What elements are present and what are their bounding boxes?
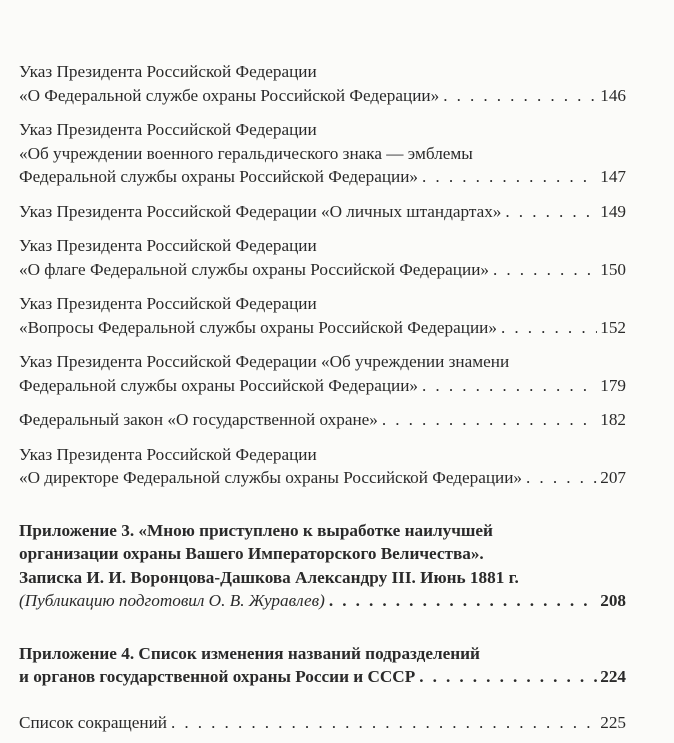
appendix-title: и органов государственной охраны России и СССР: [19, 667, 416, 686]
dot-leader: [505, 200, 597, 224]
toc-entry[interactable]: [19, 200, 626, 224]
dot-leader: [422, 374, 597, 398]
appendix-title-line: Приложение 3. «Мною приступлено к выработке наилучшей: [19, 520, 493, 540]
toc-entry-line: Указ Президента Российской Федерации: [19, 120, 317, 139]
toc-entry[interactable]: [19, 408, 626, 432]
toc-entry-title: Список сокращений: [19, 712, 167, 732]
toc-entry-title: Федеральной службы охраны Российской Федерации»: [19, 167, 419, 186]
toc-entry-line: Указ Президента Российской Федерации: [19, 62, 317, 81]
appendix-last-line: [19, 665, 626, 689]
toc-entry-title: «Вопросы Федеральной службы охраны Российской Федерации»: [19, 317, 497, 337]
appendix-last-line: [19, 589, 626, 613]
page-number: 208: [600, 591, 626, 610]
appendix-title-line: организации охраны Вашего Императорского Величества».: [19, 544, 484, 563]
toc-entry-title: «О директоре Федеральной службы охраны Российской Федерации»: [19, 468, 523, 487]
dot-leader: [493, 258, 597, 282]
dot-leader: [329, 589, 597, 613]
page-number: 147: [600, 167, 626, 186]
toc-entry-title: «О флаге Федеральной службы охраны Российской Федерации»: [19, 259, 489, 279]
toc-entry-line: Указ Президента Российской Федерации: [19, 236, 317, 255]
page-number: 179: [600, 375, 626, 395]
page-number: 146: [600, 85, 626, 105]
dot-leader: [171, 711, 597, 735]
page-number: 224: [600, 667, 626, 686]
toc-entry-line: Указ Президента Российской Федерации: [19, 444, 317, 464]
dot-leader: [526, 466, 597, 490]
toc-entry[interactable]: [19, 350, 626, 397]
dot-leader: [422, 165, 597, 189]
page-number: 225: [600, 712, 626, 732]
page-number: 207: [600, 468, 626, 487]
dot-leader: [443, 84, 597, 108]
toc-entry-last-line: [19, 408, 626, 432]
toc-entry-last-line: [19, 466, 626, 490]
toc-entry-title: Федеральный закон «О государственной охране»: [19, 410, 378, 429]
toc-entry-last-line: [19, 258, 626, 282]
toc-entry[interactable]: [19, 443, 626, 490]
toc-entry-last-line: [19, 165, 626, 189]
toc-entry-line: Указ Президента Российской Федерации «Об учреждении знамени: [19, 352, 510, 371]
page-number: 149: [600, 201, 626, 221]
toc-entry-last-line: [19, 711, 626, 735]
appendix-title-line: Приложение 4. Список изменения названий подразделений: [19, 643, 480, 663]
dot-leader: [419, 665, 597, 689]
toc-entry-last-line: [19, 200, 626, 224]
toc-entry-title: Федеральной службы охраны Российской Федерации»: [19, 375, 419, 395]
toc-abbreviations[interactable]: [19, 711, 626, 735]
toc-entry-last-line: [19, 374, 626, 398]
toc-entry[interactable]: [19, 60, 626, 107]
toc-entry[interactable]: [19, 292, 626, 339]
toc-entry-line: «Об учреждении военного геральдического знака — эмблемы: [19, 143, 473, 163]
toc-appendix-3[interactable]: [19, 519, 626, 613]
page-number: 150: [600, 259, 626, 279]
toc-entry[interactable]: [19, 118, 626, 189]
appendix-credit: (Публикацию подготовил О. В. Журавлев): [19, 591, 325, 610]
toc-appendix-4[interactable]: [19, 642, 626, 689]
appendix-title-line: Записка И. И. Воронцова-Дашкова Александру III. Июнь 1881 г.: [19, 567, 519, 587]
page-number: 182: [600, 410, 626, 429]
dot-leader: [501, 316, 597, 340]
page-number: 152: [600, 317, 626, 337]
toc-entry-line: Указ Президента Российской Федерации: [19, 294, 317, 313]
toc-entry-last-line: [19, 84, 626, 108]
toc-entry-title: «О Федеральной службе охраны Российской Федерации»: [19, 85, 440, 105]
dot-leader: [382, 408, 597, 432]
toc-entry[interactable]: [19, 234, 626, 281]
table-of-contents: [19, 60, 626, 734]
toc-entry-title: Указ Президента Российской Федерации «О личных штандартах»: [19, 201, 502, 221]
toc-entry-last-line: [19, 316, 626, 340]
